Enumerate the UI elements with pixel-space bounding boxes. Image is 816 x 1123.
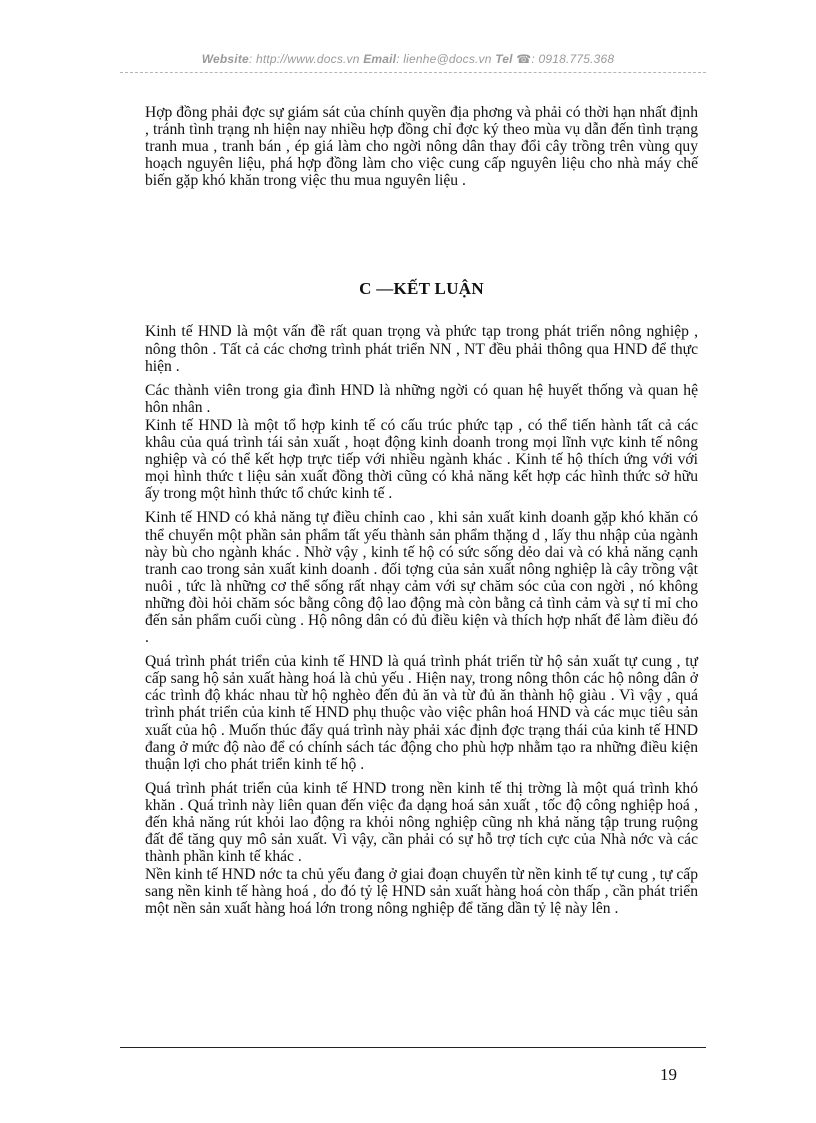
paragraph: Kinh tế HND là một vấn đề rất quan trọng và phức tạp trong phát triển nông nghiệp , nông thôn . Tất cả các chơng trình phát triển NN , NT đều phải thông qua HND để thực hiện . [145,323,698,375]
document-body [145,104,698,919]
paragraph: Kinh tế HND là một tổ hợp kinh tế có cấu trúc phức tạp , có thể tiến hành tất cả các khâu của quá trình tái sản xuất , hoạt động kinh doanh trong mọi lĩnh vực kinh tế nông nghiệp và có thể kết hợp trực tiếp với nhiều ngành khác . Kinh tế hộ thích ứng với với mọi hình thức t liệu sản xuất đồng thời cũng có khả năng kết hợp các hình thức sở hữu ấy trong một hình thức tổ chức kinh tế . [145,416,698,503]
paragraph: Kinh tế HND có khả năng tự điều chỉnh cao , khi sản xuất kinh doanh gặp khó khăn có thể chuyển một phần sản phẩm tất yếu thành sản phẩm thặng d , lấy thu nhập của ngành này bù cho ngành khác . Nhờ vậy , kinh tế hộ có sức sống dẻo dai và có khả năng cạnh tranh cao trong sản xuất kinh doanh . đối tợng của sản xuất nông nghiệp là cây trồng vật nuôi , tức là những cơ thể sống rất nhạy cảm với sự chăm sóc của con ngời , nó không những đòi hỏi chăm sóc bằng công độ lao động mà còn bằng cả tình cảm và sự tỉ mỉ cho đến sản phẩm cuối cùng . Hộ nông dân có đủ điều kiện và thích hợp nhất để làm điều đó . [145,509,698,647]
page-header [0,52,816,66]
paragraph: Các thành viên trong gia đình HND là những ngời có quan hệ huyết thống và quan hệ hôn nhân . [145,381,698,416]
phone-icon: ☎ [516,52,532,66]
footer-divider [120,1047,706,1048]
paragraph: Quá trình phát triển của kinh tế HND là quá trình phát triển từ hộ sản xuất tự cung , tự cấp sang hộ sản xuất hàng hoá là chủ yếu . Hiện nay, trong nông thôn các hộ nông dân ở các trình độ khác nhau từ hộ nghèo đến đủ ăn và từ đủ ăn thành hộ giàu . Vì vậy , quá trình phát triển của kinh tế HND phụ thuộc vào việc phân hoá HND và các mục tiêu sản xuất của hộ . Muốn thúc đẩy quá trình này phải xác định đợc trạng thái của kinh tế HND đang ở mức độ nào để có chính sách tác động cho phù hợp nhằm tạo ra những điều kiện thuận lợi cho phát triển kinh tế hộ . [145,653,698,773]
header-divider [120,72,706,73]
paragraph: Nền kinh tế HND nớc ta chủ yếu đang ở giai đoạn chuyển từ nền kinh tế tự cung , tự cấp sang nền kinh tế hàng hoá , do đó tỷ lệ HND sản xuất hàng hoá còn thấp , cần phát triển một nền sản xuất hàng hoá lớn trong nông nghiệp để tăng dần tỷ lệ này lên . [145,866,698,918]
website-value: : http://www.docs.vn [248,52,360,66]
section-title: C —KẾT LUẬN [359,279,484,299]
paragraph: Quá trình phát triển của kinh tế HND trong nền kinh tế thị trờng là một quá trình khó khăn . Quá trình này liên quan đến việc đa dạng hoá sản xuất , tốc độ công nghiệp hoá , đến khả năng rút khỏi lao động ra khỏi nông nghiệp cũng nh khả năng tập trung ruộng đất để tăng quy mô sản xuất. Vì vậy, cần phải có sự hỗ trợ tích cực của Nhà nớc và các thành phần kinh tế khác . [145,779,698,866]
email-value: : lienhe@docs.vn [396,52,492,66]
intro-paragraph: Hợp đồng phải đợc sự giám sát của chính quyền địa phơng và phải có thời hạn nhất định , tránh tình trạng nh hiện nay nhiều hợp đồng chỉ đợc ký theo mùa vụ dẫn đến tình trạng tranh mua , tranh bán , ép giá làm cho ngời nông dân thay đổi cây trồng trên vùng quy hoạch nguyên liệu, phá hợp đồng làm cho việc cung cấp nguyên liệu cho nhà máy chế biến gặp khó khăn trong việc thu mua nguyên liệu . [145,104,698,190]
tel-label: Tel [495,52,513,66]
page-number: 19 [660,1065,677,1084]
website-label: Website [201,52,249,66]
tel-value: : 0918.775.368 [531,52,615,66]
email-label: Email [363,52,397,66]
